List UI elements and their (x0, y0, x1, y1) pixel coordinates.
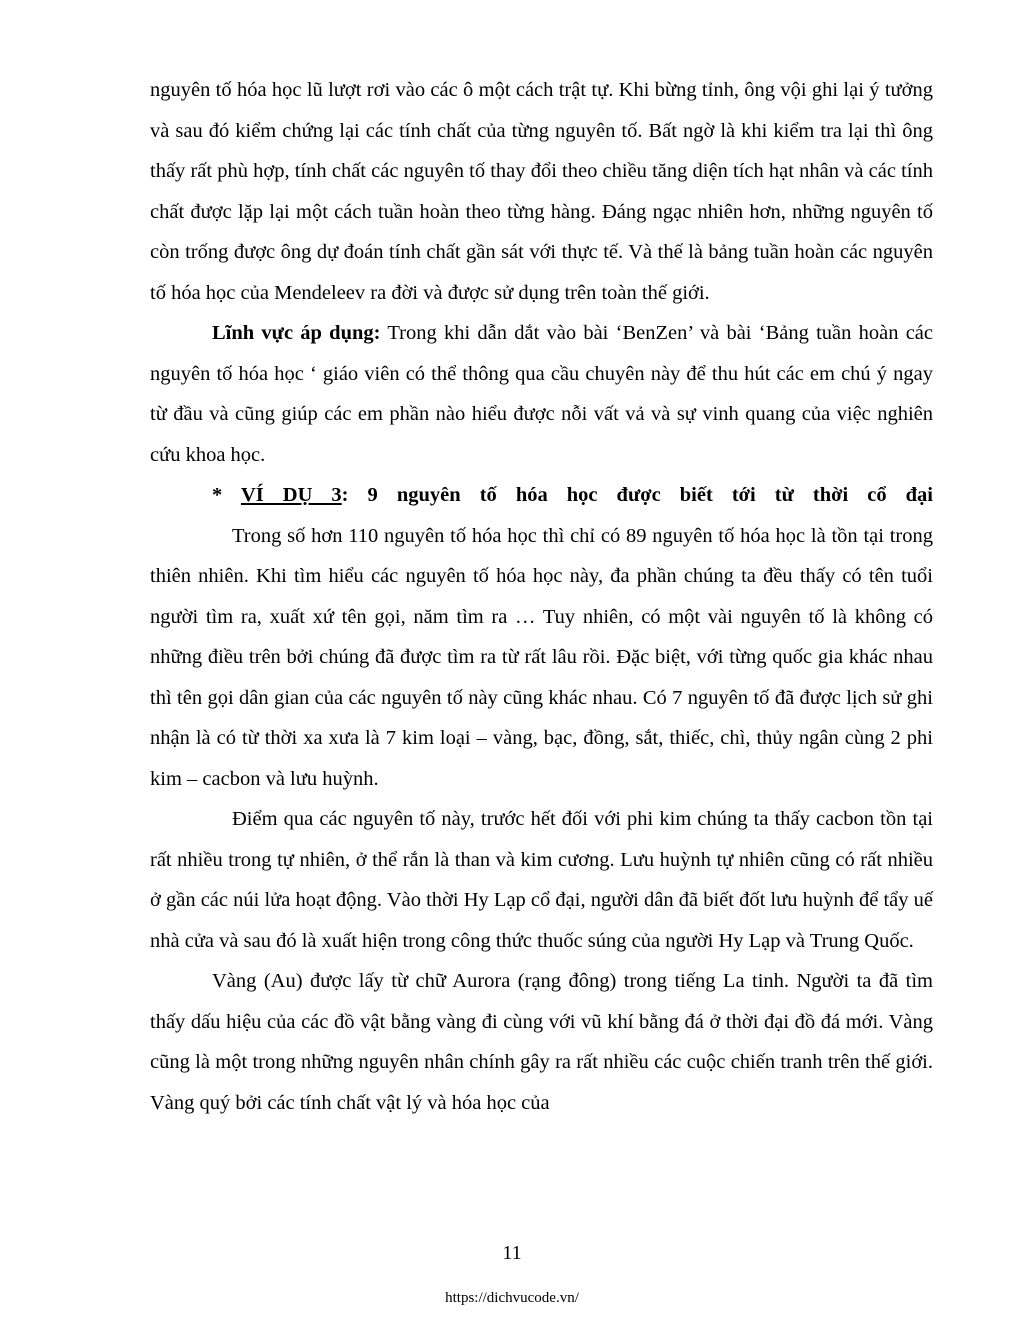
heading-colon: : (341, 484, 368, 506)
paragraph-nonmetals: Điểm qua các nguyên tố này, trước hết đối với phi kim chúng ta thấy cacbon tồn tại rất nhiều trong tự nhiên, ở thể rắn là than và kim cương. Lưu huỳnh tự nhiên cũng có rất nhiều ở gần các núi lửa hoạt động. Vào thời Hy Lạp cổ đại, người dân đã biết đốt lưu huỳnh để tẩy uế nhà cửa và sau đó là xuất hiện trong công thức thuốc súng của người Hy Lạp và Trung Quốc. (150, 808, 933, 952)
paragraph-mendeleev-story: nguyên tố hóa học lũ lượt rơi vào các ô một cách trật tự. Khi bừng tỉnh, ông vội ghi lại ý tưởng và sau đó kiểm chứng lại các tính chất của từng nguyên tố. Bất ngờ là khi kiểm tra lại thì ông thấy rất phù hợp, tính chất các nguyên tố thay đổi theo chiều tăng diện tích hạt nhân và các tính chất được lặp lại một cách tuần hoàn theo từng hàng. Đáng ngạc nhiên hơn, những nguyên tố còn trống được ông dự đoán tính chất gần sát với thực tế. Và thế là bảng tuần hoàn các nguyên tố hóa học của Mendeleev ra đời và được sử dụng trên toàn thế giới. (150, 79, 933, 304)
paragraph-gold: Vàng (Au) được lấy từ chữ Aurora (rạng đông) trong tiếng La tinh. Người ta đã tìm thấy dấu hiệu của các đồ vật bằng vàng đi cùng với vũ khí bằng đá ở thời đại đồ đá mới. Vàng cũng là một trong những nguyên nhân chính gây ra rất nhiều các cuộc chiến tranh trên thế giới. Vàng quý bởi các tính chất vật lý và hóa học của (150, 970, 933, 1114)
example-label: VÍ DỤ 3 (240, 484, 342, 506)
application-field-label: Lĩnh vực áp dụng: (212, 322, 381, 344)
footer-url: https://dichvucode.vn/ (445, 1290, 579, 1306)
paragraph-elements-intro: Trong số hơn 110 nguyên tố hóa học thì chỉ có 89 nguyên tố hóa học là tồn tại trong thiên nhiên. Khi tìm hiểu các nguyên tố hóa học này, đa phần chúng ta đều thấy có tên tuổi người tìm ra, xuất xứ tên gọi, năm tìm ra … Tuy nhiên, có một vài nguyên tố là không có những điều trên bởi chúng đã được tìm ra từ rất lâu rồi. Đặc biệt, với từng quốc gia khác nhau thì tên gọi dân gian của các nguyên tố này cũng khác nhau. Có 7 nguyên tố đã được lịch sử ghi nhận là có từ thời xa xưa là 7 kim loại – vàng, bạc, đồng, sắt, thiếc, chì, thủy ngân cùng 2 phi kim – cacbon và lưu huỳnh. (150, 524, 933, 790)
page-number: 11 (502, 1242, 522, 1264)
application-field-text: Trong khi dẫn dắt vào bài ‘BenZen’ và bài ‘Bảng tuần hoàn các nguyên tố hóa học ‘ giáo viên có thể thông qua cầu chuyên này để thu hút các em chú ý ngay từ đầu và cũng giúp các em phần nào hiểu được nỗi vất vả và sự vinh quang của việc nghiên cứu khoa học. (150, 322, 933, 466)
heading-bullet: * (212, 484, 241, 506)
body-text (150, 70, 933, 1123)
example-heading (150, 475, 933, 516)
paragraph-application-field (150, 313, 933, 475)
example-title: 9 nguyên tố hóa học được biết tới từ thời cổ đại (367, 484, 933, 506)
